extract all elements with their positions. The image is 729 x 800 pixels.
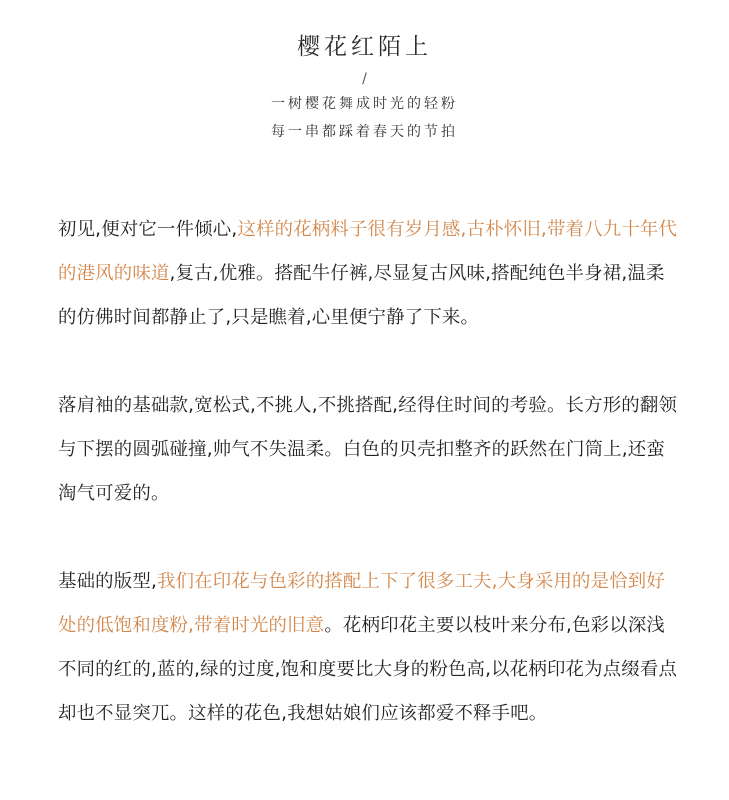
subtitle-line-2: 每一串都踩着春天的节拍 bbox=[271, 124, 458, 140]
paragraph-1-text-end: ,复古,优雅。搭配牛仔裤,尽显复古风味,搭配纯色半身裙,温柔的仿佛时间都静止了,只是瞧着,心里便宁静了下来。 bbox=[58, 263, 665, 328]
paragraph-2 bbox=[58, 384, 679, 516]
paragraph-3-text-end: 。花柄印花主要以枝叶来分布,色彩以深浅不同的红的,蓝的,绿的过度,饱和度要比大身的粉色高,以花柄印花为点缀看点却也不显突兀。这样的花色,我想姑娘们应该都爱不释手吧。 bbox=[58, 615, 678, 724]
paragraph-3-text: 基础的版型, bbox=[58, 571, 157, 592]
title-separator: / bbox=[362, 71, 367, 87]
paragraph-1-text: 初见,便对它一件倾心, bbox=[58, 219, 238, 240]
paragraph-1-highlight: 这样的花柄料子很有岁月感,古朴怀旧,带着八九十年代的港风的味道 bbox=[58, 219, 678, 284]
subtitle-line-1: 一树樱花舞成时光的轻粉 bbox=[271, 96, 458, 112]
header bbox=[0, 0, 729, 142]
article-body bbox=[58, 208, 679, 736]
paragraph-1 bbox=[58, 208, 679, 340]
paragraph-3-highlight: 我们在印花与色彩的搭配上下了很多工夫,大身采用的是恰到好处的低饱和度粉,带着时光的旧意 bbox=[58, 571, 665, 636]
paragraph-3 bbox=[58, 560, 679, 736]
page-title: 樱花红陌上 bbox=[297, 34, 432, 60]
paragraph-2-text: 落肩袖的基础款,宽松式,不挑人,不挑搭配,经得住时间的考验。长方形的翻领与下摆的圆弧碰撞,帅气不失温柔。白色的贝壳扣整齐的跃然在门筒上,还蛮淘气可爱的。 bbox=[58, 395, 678, 504]
